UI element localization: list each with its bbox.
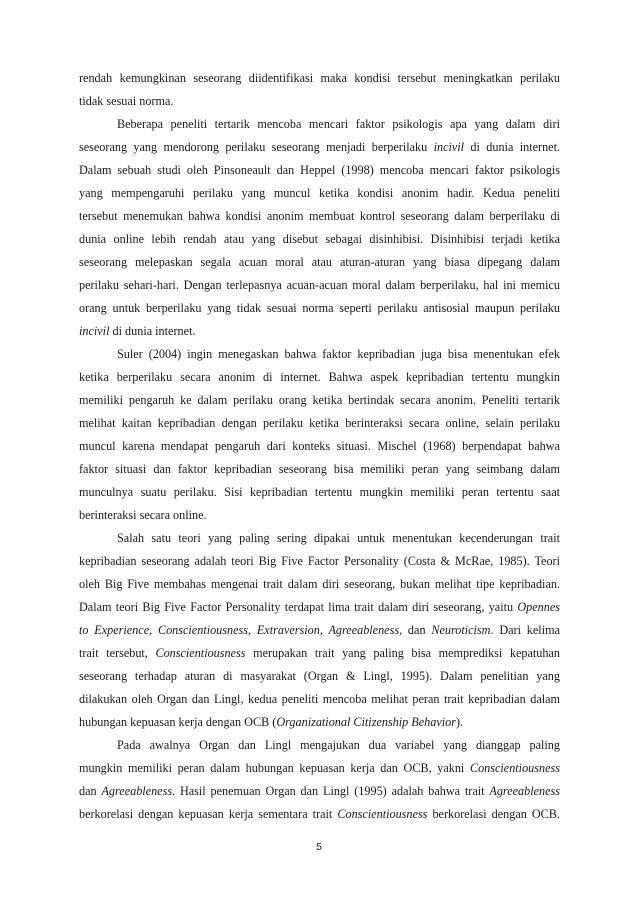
text-line	[79, 803, 560, 826]
text-line	[79, 228, 560, 251]
italic-term: incivil	[79, 324, 110, 338]
text-segment: yang mempengaruhi perilaku yang muncul ketika kondisi anonim hadir. Kedua peneliti	[79, 186, 560, 200]
text-line	[79, 136, 560, 159]
text-segment: di dunia internet.	[109, 324, 196, 338]
text-segment: melihat kaitan kepribadian dengan perilaku ketika berinteraksi secara online, selain perilaku	[79, 416, 560, 430]
text-segment: merupakan trait yang paling bisa memprediksi kepatuhan	[245, 646, 560, 660]
text-line	[79, 113, 560, 136]
text-line	[79, 412, 560, 435]
text-line	[79, 251, 560, 274]
text-segment: , dan	[399, 623, 432, 637]
italic-term: Organizational Citizenship Behavior	[276, 715, 456, 729]
text-segment: tersebut menemukan bahwa kondisi anonim membuat kontrol seseorang dalam berperilaku di	[79, 209, 560, 223]
text-line	[79, 389, 560, 412]
text-line	[79, 665, 560, 688]
text-line	[79, 481, 560, 504]
text-segment: Salah satu teori yang paling sering dipakai untuk menentukan kecenderungan trait	[117, 531, 560, 545]
text-segment: Dalam teori Big Five Factor Personality terdapat lima trait dalam diri seseorang, yaitu	[79, 600, 518, 614]
italic-term: Agreeableness	[489, 784, 560, 798]
text-line	[79, 527, 560, 550]
text-line	[79, 205, 560, 228]
text-line	[79, 596, 560, 619]
text-segment: kepribadian seseorang adalah teori Big Five Factor Personality (Costa & McRae, 1985). Teori	[79, 554, 560, 568]
text-segment: tidak sesuai norma.	[79, 94, 174, 108]
text-line	[79, 182, 560, 205]
text-segment: oleh Big Five membahas mengenai trait dalam diri seseorang, bukan melihat tipe kepribadian.	[79, 577, 560, 591]
italic-term: Neuroticism	[431, 623, 491, 637]
text-segment: rendah kemungkinan seseorang diidentifikasi maka kondisi tersebut meningkatkan perilaku	[79, 71, 560, 85]
text-segment: munculnya suatu perilaku. Sisi kepribadian tertentu mungkin memiliki peran tertentu saat	[79, 485, 560, 499]
text-segment: muncul karena mendapat pengaruh dari konteks situasi. Mischel (1968) berpendapat bahwa	[79, 439, 560, 453]
italic-term: to Experience, Conscientiousness, Extraversion, Agreeableness	[79, 623, 400, 637]
text-line	[79, 757, 560, 780]
text-segment: berkorelasi dengan OCB.	[427, 807, 560, 821]
text-line	[79, 619, 560, 642]
text-line	[79, 435, 560, 458]
text-line	[79, 297, 560, 320]
text-line	[79, 573, 560, 596]
text-line	[79, 90, 560, 113]
text-line	[79, 458, 560, 481]
text-line	[79, 550, 560, 573]
text-line	[79, 734, 560, 757]
italic-term: Conscientiousness	[469, 761, 560, 775]
text-line	[79, 67, 560, 90]
italic-term: incivil	[433, 140, 465, 154]
text-segment: Pada awalnya Organ dan Lingl mengajukan dua variabel yang dianggap paling	[117, 738, 560, 752]
text-line	[79, 320, 560, 343]
italic-term: Conscientiousness	[337, 807, 428, 821]
text-segment: ).	[455, 715, 464, 729]
text-line	[79, 780, 560, 803]
text-line	[79, 642, 560, 665]
text-line	[79, 711, 560, 734]
text-segment: Dalam sebuah studi oleh Pinsoneault dan Heppel (1998) mencoba mencari faktor psikologis	[79, 163, 560, 177]
text-segment: seseorang yang mendorong perilaku seseorang menjadi berperilaku	[79, 140, 434, 154]
text-segment: Beberapa peneliti tertarik mencoba mencari faktor psikologis apa yang dalam diri	[117, 117, 560, 131]
text-segment: mungkin memiliki peran dalam hubungan kepuasan kerja dan OCB, yakni	[79, 761, 470, 775]
text-segment: seseorang terhadap aturan di masyarakat (Organ & Lingl, 1995). Dalam penelitian yang	[79, 669, 560, 683]
text-line	[79, 688, 560, 711]
italic-term: Opennes	[517, 600, 560, 614]
italic-term: Agreeableness	[101, 784, 173, 798]
text-line	[79, 343, 560, 366]
text-segment: faktor situasi dan faktor kepribadian seseorang bisa memiliki peran yang seimbang dalam	[79, 462, 560, 476]
text-segment: orang untuk berperilaku yang tidak sesuai norma seperti perilaku antisosial maupun perilaku	[79, 301, 560, 315]
text-line	[79, 504, 560, 527]
text-segment: berkorelasi dengan kepuasan kerja sementara trait	[79, 807, 338, 821]
text-segment: dilakukan oleh Organ dan Lingl, kedua peneliti mencoba melihat peran trait kepribadian dalam	[79, 692, 560, 706]
text-segment: . Dari kelima	[490, 623, 560, 637]
italic-term: Conscientiousness	[155, 646, 246, 660]
text-line	[79, 159, 560, 182]
text-line	[79, 366, 560, 389]
text-segment: hubungan kepuasan kerja dengan OCB (	[79, 715, 277, 729]
text-segment: berinteraksi secara online.	[79, 508, 207, 522]
text-segment: ketika berperilaku secara anonim di internet. Bahwa aspek kepribadian tertentu mungkin	[79, 370, 560, 384]
body-text	[79, 67, 560, 826]
text-segment: memiliki pengaruh ke dalam perilaku orang ketika bertindak secara anonim. Peneliti tertarik	[79, 393, 560, 407]
text-segment: dan	[79, 784, 102, 798]
text-segment: dunia online lebih rendah atau yang disebut sebagai disinhibisi. Disinhibisi terjadi ketika	[79, 232, 560, 246]
text-segment: seseorang melepaskan segala acuan moral atau aturan-aturan yang biasa dipegang dalam	[79, 255, 560, 269]
text-line	[79, 274, 560, 297]
text-segment: Suler (2004) ingin menegaskan bahwa faktor kepribadian juga bisa menentukan efek	[117, 347, 560, 361]
text-segment: trait tersebut,	[79, 646, 156, 660]
page-number: 5	[316, 841, 322, 853]
text-segment: perilaku sehari-hari. Dengan terlepasnya acuan-acuan moral dalam berperilaku, hal ini memicu	[79, 278, 560, 292]
text-segment: . Hasil penemuan Organ dan Lingl (1995) adalah bahwa trait	[172, 784, 490, 798]
text-segment: di dunia internet.	[464, 140, 560, 154]
